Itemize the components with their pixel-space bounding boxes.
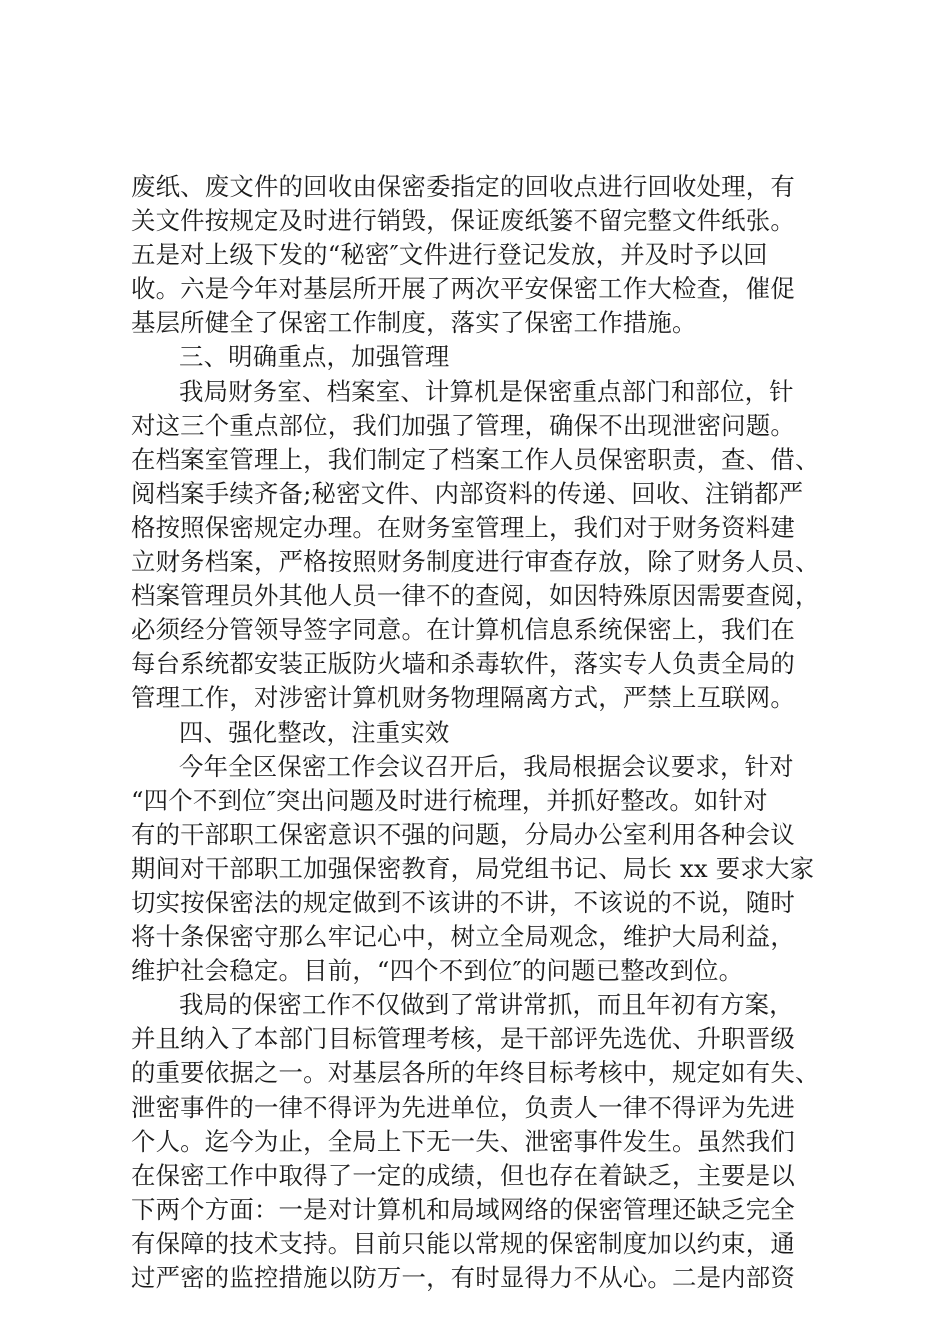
text-line: 对这三个重点部位，我们加强了管理，确保不出现泄密问题。: [131, 410, 795, 440]
text-line: 今年全区保密工作会议召开后，我局根据会议要求，针对: [179, 751, 794, 781]
text-line: 基层所健全了保密工作制度，落实了保密工作措施。: [131, 308, 697, 338]
text-line: 有的干部职工保密意识不强的问题，分局办公室利用各种会议: [131, 819, 795, 849]
text-line: 关文件按规定及时进行销毁，保证废纸篓不留完整文件纸张。: [131, 206, 795, 236]
text-line: “四个不到位″突出问题及时进行梳理，并抓好整改。如针对: [131, 785, 768, 815]
text-line: 过严密的监控措施以防万一，有时显得力不从心。二是内部资: [131, 1263, 795, 1292]
text-line: 四、强化整改，注重实效: [179, 717, 450, 747]
text-line: 废纸、废文件的回收由保密委指定的回收点进行回收处理，有: [131, 172, 795, 201]
text-line: 我局财务室、档案室、计算机是保密重点部门和部位，针: [179, 376, 794, 406]
text-line: 格按照保密规定办理。在财务室管理上，我们对于财务资料建: [131, 512, 795, 542]
text-line: 泄密事件的一律不得评为先进单位，负责人一律不得评为先进: [131, 1092, 795, 1122]
text-line: 并且纳入了本部门目标管理考核，是干部评先选优、升职晋级: [131, 1024, 795, 1054]
text-line: 下两个方面：一是对计算机和局域网络的保密管理还缺乏完全: [131, 1194, 795, 1224]
text-line: 将十条保密守那么牢记心中，树立全局观念，维护大局利益，: [131, 922, 795, 952]
text-line: 的重要依据之一。对基层各所的年终目标考核中，规定如有失、: [131, 1058, 820, 1088]
text-line: 档案管理员外其他人员一律不的查阅，如因特殊原因需要查阅，: [131, 581, 820, 611]
text-line: 管理工作，对涉密计算机财务物理隔离方式，严禁上互联网。: [131, 683, 795, 713]
text-line: 收。六是今年对基层所开展了两次平安保密工作大检查，催促: [131, 274, 795, 304]
text-line: 立财务档案，严格按照财务制度进行审查存放，除了财务人员、: [131, 547, 820, 577]
text-line: 三、明确重点，加强管理: [179, 342, 450, 372]
text-line: 必须经分管领导签字同意。在计算机信息系统保密上，我们在: [131, 615, 795, 645]
text-line: 个人。迄今为止，全局上下无一失、泄密事件发生。虽然我们: [131, 1126, 795, 1156]
document-body: [131, 170, 821, 1295]
text-line: 有保障的技术支持。目前只能以常规的保密制度加以约束，通: [131, 1228, 795, 1258]
text-line: 期间对干部职工加强保密教育，局党组书记、局长 xx 要求大家: [131, 853, 815, 883]
text-line: 五是对上级下发的“秘密″文件进行登记发放，并及时予以回: [131, 240, 768, 270]
text-line: 阅档案手续齐备;秘密文件、内部资料的传递、回收、注销都严: [131, 478, 804, 508]
text-line: 在保密工作中取得了一定的成绩，但也存在着缺乏，主要是以: [131, 1160, 795, 1190]
text-line: 维护社会稳定。目前，“四个不到位″的问题已整改到位。: [131, 956, 744, 986]
text-line: 我局的保密工作不仅做到了常讲常抓，而且年初有方案，: [179, 990, 794, 1020]
text-line: 每台系统都安装正版防火墙和杀毒软件，落实专人负责全局的: [131, 649, 795, 679]
text-line: 在档案室管理上，我们制定了档案工作人员保密职责，查、借、: [131, 444, 820, 474]
text-line: 切实按保密法的规定做到不该讲的不讲，不该说的不说，随时: [131, 887, 795, 917]
